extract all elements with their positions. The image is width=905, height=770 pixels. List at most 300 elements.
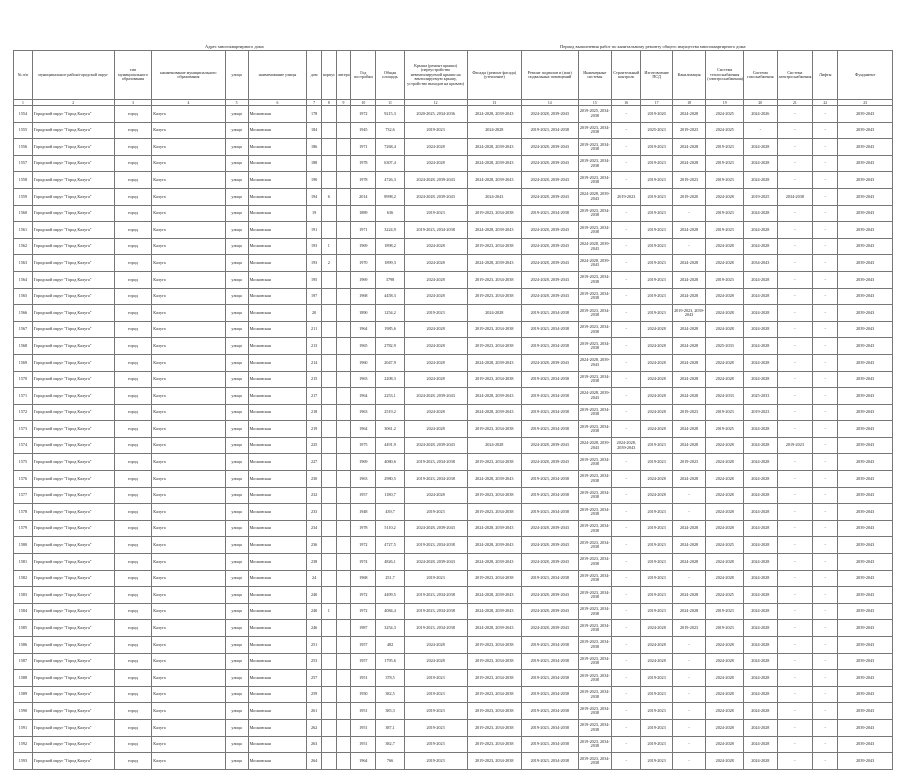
table-cell <box>336 637 351 654</box>
table-cell <box>321 354 336 371</box>
table-cell: - <box>777 139 813 156</box>
table-cell: 190 <box>307 172 322 189</box>
table-cell: 2039-2043 <box>838 305 893 322</box>
table-cell: - <box>612 520 641 537</box>
table-cell <box>336 603 351 620</box>
table-cell: 2019-2023, 2034-2038 <box>467 454 521 471</box>
table-cell: 2019-2023, 2034-2038 <box>522 686 579 703</box>
table-cell: город <box>114 321 152 338</box>
table-cell: 2024-2028 <box>706 454 744 471</box>
table-cell: 2019-2023, 2034-2038 <box>522 653 579 670</box>
table-cell <box>336 205 351 222</box>
table-cell: город <box>114 404 152 421</box>
table-cell: 2039-2043 <box>838 388 893 405</box>
table-cell: 2019-2023, 2034-2038 <box>467 736 521 753</box>
table-cell: 2024-2028 <box>641 338 672 355</box>
table-cell: город <box>114 222 152 239</box>
table-cell: 2019-2023 <box>404 719 467 736</box>
table-cell: - <box>672 205 706 222</box>
table-cell: - <box>813 388 838 405</box>
table-cell: 2024-2028 <box>672 554 706 571</box>
table-cell: 2019-2023, 2034-2038 <box>578 554 612 571</box>
table-cell: 2019-2023, 2034-2038 <box>467 288 521 305</box>
table-cell <box>321 338 336 355</box>
table-cell: 2024-2028 <box>744 222 778 239</box>
table-cell <box>321 471 336 488</box>
table-cell: улица <box>225 504 248 521</box>
table-cell: 2039-2043 <box>838 122 893 139</box>
table-cell: - <box>777 421 813 438</box>
table-cell: 2019-2023, 2034-2038 <box>522 637 579 654</box>
column-header: Система газоснабжения <box>744 51 778 100</box>
table-cell: 2019-2023, 2034-2038 <box>578 736 612 753</box>
table-cell: 2019-2023, 2034-2038 <box>578 653 612 670</box>
table-cell <box>336 188 351 205</box>
table-cell: 2039-2043 <box>838 554 893 571</box>
table-cell: 2024-2028 <box>404 321 467 338</box>
table-cell: Калуга <box>152 404 225 421</box>
table-cell: 2019-2023 <box>404 570 467 587</box>
table-cell: 4084,4 <box>376 603 404 620</box>
table-cell: 1987 <box>351 620 376 637</box>
table-cell: 2024-2028 <box>404 371 467 388</box>
table-cell: 2019-2023, 2034-2038 <box>522 670 579 687</box>
table-cell: Московская <box>248 288 307 305</box>
table-cell: 251,7 <box>376 570 404 587</box>
table-cell: - <box>777 238 813 255</box>
table-cell: 2019-2023 <box>641 587 672 604</box>
table-cell: 2019-2023 <box>672 620 706 637</box>
table-cell: 3798 <box>376 271 404 288</box>
table-cell <box>336 504 351 521</box>
table-cell: улица <box>225 603 248 620</box>
table-cell: улица <box>225 570 248 587</box>
table-cell: 2024-2028, 2039-2043 <box>467 603 521 620</box>
table-cell: 225 <box>307 437 322 454</box>
table-cell: 2024-2028 <box>672 371 706 388</box>
table-row <box>14 620 893 637</box>
table-cell <box>336 155 351 172</box>
table-cell: 1180,7 <box>376 487 404 504</box>
table-cell: 2024-2028 <box>641 421 672 438</box>
table-cell: 233 <box>307 504 322 521</box>
table-cell: 2024-2028 <box>672 587 706 604</box>
table-cell: 2019-2023 <box>641 255 672 272</box>
table-cell: 2024-2043 <box>467 188 521 205</box>
table-cell: город <box>114 620 152 637</box>
table-cell: Городской округ "Город Калуга" <box>32 520 114 537</box>
table-cell: 1971 <box>351 139 376 156</box>
table-cell: Московская <box>248 454 307 471</box>
table-cell <box>336 288 351 305</box>
table-cell: 2019-2023, 2034-2038 <box>467 271 521 288</box>
table-row <box>14 719 893 736</box>
table-cell: 2024-2028, 2039-2043 <box>522 222 579 239</box>
table-cell: - <box>813 139 838 156</box>
table-cell: 2024-2026 <box>744 106 778 123</box>
table-cell: 2024-2028, 2039-2043 <box>404 520 467 537</box>
table-cell: 1963 <box>351 371 376 388</box>
table-cell: 2019-2023, 2034-2038 <box>578 404 612 421</box>
table-cell: 2039-2043 <box>838 736 893 753</box>
table-cell: 4491,9 <box>376 437 404 454</box>
table-cell: 2024-2028, 2039-2043 <box>467 587 521 604</box>
table-cell: 2019-2023, 2034-2038 <box>578 620 612 637</box>
table-cell: 1964 <box>351 421 376 438</box>
table-cell: 2039-2043 <box>838 703 893 720</box>
table-cell: 193 <box>307 238 322 255</box>
table-cell: 2019-2023, 2034-2038 <box>578 305 612 322</box>
table-cell: 2024-2028 <box>744 271 778 288</box>
table-cell: 2024-2028 <box>672 155 706 172</box>
table-cell: - <box>612 719 641 736</box>
table-cell: 439,7 <box>376 504 404 521</box>
table-cell: 1554 <box>14 106 33 123</box>
table-row <box>14 587 893 604</box>
table-cell: Московская <box>248 421 307 438</box>
table-cell: Московская <box>248 736 307 753</box>
table-cell: 2014 <box>351 188 376 205</box>
table-cell: 2024-2028, 2039-2043 <box>522 155 579 172</box>
table-cell: Городской округ "Город Калуга" <box>32 106 114 123</box>
table-cell <box>321 305 336 322</box>
table-cell: улица <box>225 736 248 753</box>
table-cell: город <box>114 139 152 156</box>
table-cell: улица <box>225 437 248 454</box>
table-cell: 2019-2023, 2034-2038 <box>578 454 612 471</box>
table-cell: - <box>813 188 838 205</box>
table-cell: 1254,2 <box>376 305 404 322</box>
table-row <box>14 471 893 488</box>
table-cell <box>336 421 351 438</box>
table-cell: 1978 <box>351 155 376 172</box>
table-cell: 20 <box>307 305 322 322</box>
column-number: 9 <box>336 100 351 106</box>
table-cell: 263 <box>307 736 322 753</box>
table-cell: 257 <box>307 670 322 687</box>
table-cell: 2019-2023, 2034-2038 <box>522 122 579 139</box>
column-header: тип муниципального образования <box>114 51 152 100</box>
table-cell: 2019-2023, 2034-2038 <box>467 753 521 770</box>
table-cell: 2024-2028 <box>706 653 744 670</box>
table-cell: 2039-2043 <box>838 637 893 654</box>
table-cell: - <box>813 437 838 454</box>
table-cell: 1592 <box>14 736 33 753</box>
table-cell: 2024-2028, 2039-2043 <box>522 554 579 571</box>
table-cell: 2024-2028, 2039-2043 <box>578 388 612 405</box>
table-row <box>14 106 893 123</box>
table-cell: 2024-2028 <box>404 271 467 288</box>
table-cell: - <box>777 122 813 139</box>
table-cell: город <box>114 338 152 355</box>
table-cell: 385,3 <box>376 703 404 720</box>
table-cell: 2019-2023, 2034-2038 <box>578 603 612 620</box>
table-cell: - <box>612 371 641 388</box>
table-cell: - <box>777 637 813 654</box>
table-cell: Калуга <box>152 155 225 172</box>
table-cell: 2024-2028 <box>706 736 744 753</box>
table-cell <box>321 388 336 405</box>
table-cell: 2024-2028 <box>467 305 521 322</box>
table-cell: 2019-2023 <box>404 736 467 753</box>
table-cell: Калуга <box>152 255 225 272</box>
table-cell: 262 <box>307 719 322 736</box>
table-cell: 2024-2028 <box>744 736 778 753</box>
column-header: литера <box>336 51 351 100</box>
table-cell: 1563 <box>14 255 33 272</box>
table-cell <box>336 471 351 488</box>
table-row <box>14 388 893 405</box>
table-cell: - <box>612 703 641 720</box>
table-cell: 2024-2028 <box>672 338 706 355</box>
table-cell: 2024-2028, 2039-2043 <box>578 354 612 371</box>
table-cell <box>321 271 336 288</box>
table-cell: улица <box>225 520 248 537</box>
table-cell: Калуга <box>152 222 225 239</box>
table-cell: 1975 <box>351 437 376 454</box>
table-cell: 215 <box>307 371 322 388</box>
table-cell: 2024-2028, 2039-2043 <box>467 537 521 554</box>
table-cell: 2024-2028 <box>641 321 672 338</box>
table-cell: 1567 <box>14 321 33 338</box>
table-cell: 227 <box>307 454 322 471</box>
table-cell: город <box>114 504 152 521</box>
table-cell: 184 <box>307 122 322 139</box>
table-cell: 2024-2028 <box>744 371 778 388</box>
table-cell: 2039-2043 <box>838 719 893 736</box>
column-header: Ремонт подвалов и (или) подвальных помещений <box>522 51 579 100</box>
table-cell: Московская <box>248 670 307 687</box>
table-cell: 2024-2028, 2039-2043 <box>578 188 612 205</box>
table-cell: 264 <box>307 753 322 770</box>
table-cell: город <box>114 471 152 488</box>
table-cell: Городской округ "Город Калуга" <box>32 736 114 753</box>
table-cell: 2 <box>321 255 336 272</box>
table-cell: 636 <box>376 205 404 222</box>
table-cell <box>336 670 351 687</box>
table-cell: город <box>114 719 152 736</box>
table-cell: Городской округ "Город Калуга" <box>32 670 114 687</box>
table-cell: 1950 <box>351 686 376 703</box>
table-cell: 253 <box>307 653 322 670</box>
table-cell: 230 <box>307 471 322 488</box>
table-cell: 2039-2043 <box>838 172 893 189</box>
table-cell: 1960 <box>351 354 376 371</box>
table-cell: 2019-2023 <box>404 205 467 222</box>
table-cell: 2019-2023, 2034-2038 <box>578 471 612 488</box>
table-cell: 1972 <box>351 587 376 604</box>
table-cell: 2024-2028, 2039-2043 <box>522 172 579 189</box>
table-cell <box>336 122 351 139</box>
table-cell: 2024-2028, 2039-2043 <box>467 155 521 172</box>
table-cell: Городской округ "Город Калуга" <box>32 255 114 272</box>
table-cell: улица <box>225 703 248 720</box>
table-row <box>14 271 893 288</box>
table-cell <box>321 222 336 239</box>
table-row <box>14 753 893 770</box>
table-cell: 2024-2028, 2039-2043 <box>467 471 521 488</box>
table-cell: 261 <box>307 703 322 720</box>
table-cell: 2019-2023 <box>706 620 744 637</box>
table-cell: 387,1 <box>376 719 404 736</box>
table-cell: - <box>777 255 813 272</box>
table-cell: 2024-2028 <box>641 637 672 654</box>
table-cell: - <box>777 155 813 172</box>
table-cell: 2039-2043 <box>838 255 893 272</box>
table-cell: 1568 <box>14 338 33 355</box>
table-cell: 2024-2028 <box>744 554 778 571</box>
table-cell: 2019-2023 <box>777 437 813 454</box>
table-cell: 1579 <box>14 520 33 537</box>
table-cell: 1574 <box>14 437 33 454</box>
table-cell <box>321 404 336 421</box>
table-row <box>14 338 893 355</box>
table-cell: Калуга <box>152 122 225 139</box>
table-cell: 2024-2028, 2039-2043 <box>522 139 579 156</box>
table-cell: 2024-2028, 2039-2043 <box>522 271 579 288</box>
column-header: Фундамент <box>838 51 893 100</box>
table-cell: 1969 <box>351 271 376 288</box>
table-cell: 1571 <box>14 388 33 405</box>
table-cell: город <box>114 520 152 537</box>
table-cell: 2019-2023 <box>641 603 672 620</box>
table-row <box>14 637 893 654</box>
table-cell: 2019-2023 <box>706 222 744 239</box>
table-cell: 2019-2023, 2034-2038 <box>522 338 579 355</box>
table-row <box>14 653 893 670</box>
table-cell: 1974 <box>351 554 376 571</box>
table-cell: Московская <box>248 437 307 454</box>
table-row <box>14 288 893 305</box>
table-cell: улица <box>225 271 248 288</box>
table-cell: 178 <box>307 106 322 123</box>
table-cell: 1957 <box>351 487 376 504</box>
table-cell: Городской округ "Город Калуга" <box>32 222 114 239</box>
table-cell: Городской округ "Город Калуга" <box>32 238 114 255</box>
table-cell: 194 <box>307 188 322 205</box>
table-cell: 3254,3 <box>376 620 404 637</box>
table-cell <box>336 271 351 288</box>
table-cell: - <box>777 554 813 571</box>
table-cell: Московская <box>248 188 307 205</box>
column-header: улица <box>225 51 248 100</box>
table-cell: - <box>813 736 838 753</box>
table-cell: Калуга <box>152 753 225 770</box>
table-cell: Городской округ "Город Калуга" <box>32 139 114 156</box>
table-cell: - <box>813 719 838 736</box>
table-cell <box>321 172 336 189</box>
table-cell: 2024-2028 <box>641 620 672 637</box>
table-cell: 2019-2023 <box>404 703 467 720</box>
table-cell: 2024-2028 <box>744 321 778 338</box>
table-cell: Городской округ "Город Калуга" <box>32 637 114 654</box>
table-cell: улица <box>225 255 248 272</box>
table-cell <box>321 106 336 123</box>
table-cell: Городской округ "Город Калуга" <box>32 504 114 521</box>
table-cell: Городской округ "Город Калуга" <box>32 155 114 172</box>
column-number: 19 <box>706 100 744 106</box>
table-cell: 2019-2025 <box>744 188 778 205</box>
table-cell: - <box>777 487 813 504</box>
table-cell: 2039-2043 <box>838 338 893 355</box>
table-cell <box>336 305 351 322</box>
column-header: Инженерные системы <box>578 51 612 100</box>
table-cell: Городской округ "Город Калуга" <box>32 354 114 371</box>
table-cell: - <box>672 686 706 703</box>
table-cell: город <box>114 554 152 571</box>
table-cell: 2039-2043 <box>838 620 893 637</box>
table-cell: - <box>813 255 838 272</box>
table-cell: 2024-2028 <box>744 653 778 670</box>
table-cell: 2019-2023, 2034-2038 <box>522 205 579 222</box>
table-cell: - <box>813 106 838 123</box>
table-cell: 2019-2023, 2034-2038 <box>467 371 521 388</box>
table-header-row <box>14 51 893 100</box>
table-cell: 2024-2028 <box>744 637 778 654</box>
table-cell: - <box>777 620 813 637</box>
table-cell <box>336 139 351 156</box>
table-cell: 1586 <box>14 637 33 654</box>
table-cell <box>336 587 351 604</box>
table-cell: 1577 <box>14 487 33 504</box>
table-cell: 2024-2028, 2039-2043 <box>522 603 579 620</box>
table-cell <box>321 570 336 587</box>
table-cell: 193 <box>307 255 322 272</box>
table-cell: - <box>777 670 813 687</box>
table-cell <box>321 520 336 537</box>
table-cell: Городской округ "Город Калуга" <box>32 188 114 205</box>
table-cell: 2024-2028 <box>467 437 521 454</box>
table-cell: улица <box>225 288 248 305</box>
table-cell: 2024-2028 <box>744 437 778 454</box>
table-cell: 2024-2028 <box>404 404 467 421</box>
table-cell: 2024-2028 <box>404 421 467 438</box>
table-cell <box>321 670 336 687</box>
table-cell: 2019-2023, 2034-2038 <box>522 371 579 388</box>
table-cell: улица <box>225 587 248 604</box>
table-cell: 2024-2028 <box>706 288 744 305</box>
table-cell: - <box>612 487 641 504</box>
table-cell: 5110,2 <box>376 520 404 537</box>
table-cell <box>336 653 351 670</box>
table-cell: - <box>813 520 838 537</box>
table-cell: 4499,5 <box>376 587 404 604</box>
table-cell: 2024-2028, 2039-2043 <box>467 139 521 156</box>
column-header: Строительный контроль <box>612 51 641 100</box>
table-cell: 2019-2023, 2034-2038 <box>467 570 521 587</box>
table-row <box>14 670 893 687</box>
table-cell: - <box>612 670 641 687</box>
table-cell: 2024-2028 <box>706 487 744 504</box>
table-cell <box>336 719 351 736</box>
table-cell: 219 <box>307 421 322 438</box>
table-cell <box>336 620 351 637</box>
table-cell: 2039-2043 <box>838 321 893 338</box>
table-cell: Калуга <box>152 338 225 355</box>
table-cell: 2039-2043 <box>838 487 893 504</box>
table-cell: улица <box>225 421 248 438</box>
table-cell: 1945 <box>351 122 376 139</box>
table-cell: 2019-2023, 2034-2038 <box>467 719 521 736</box>
table-cell: 1795,6 <box>376 653 404 670</box>
table-cell <box>321 703 336 720</box>
table-row <box>14 371 893 388</box>
table-cell: 2024-2028 <box>744 603 778 620</box>
table-cell: 1583 <box>14 587 33 604</box>
table-cell: - <box>777 520 813 537</box>
table-cell: 2024-2028 <box>404 338 467 355</box>
table-cell: - <box>813 537 838 554</box>
